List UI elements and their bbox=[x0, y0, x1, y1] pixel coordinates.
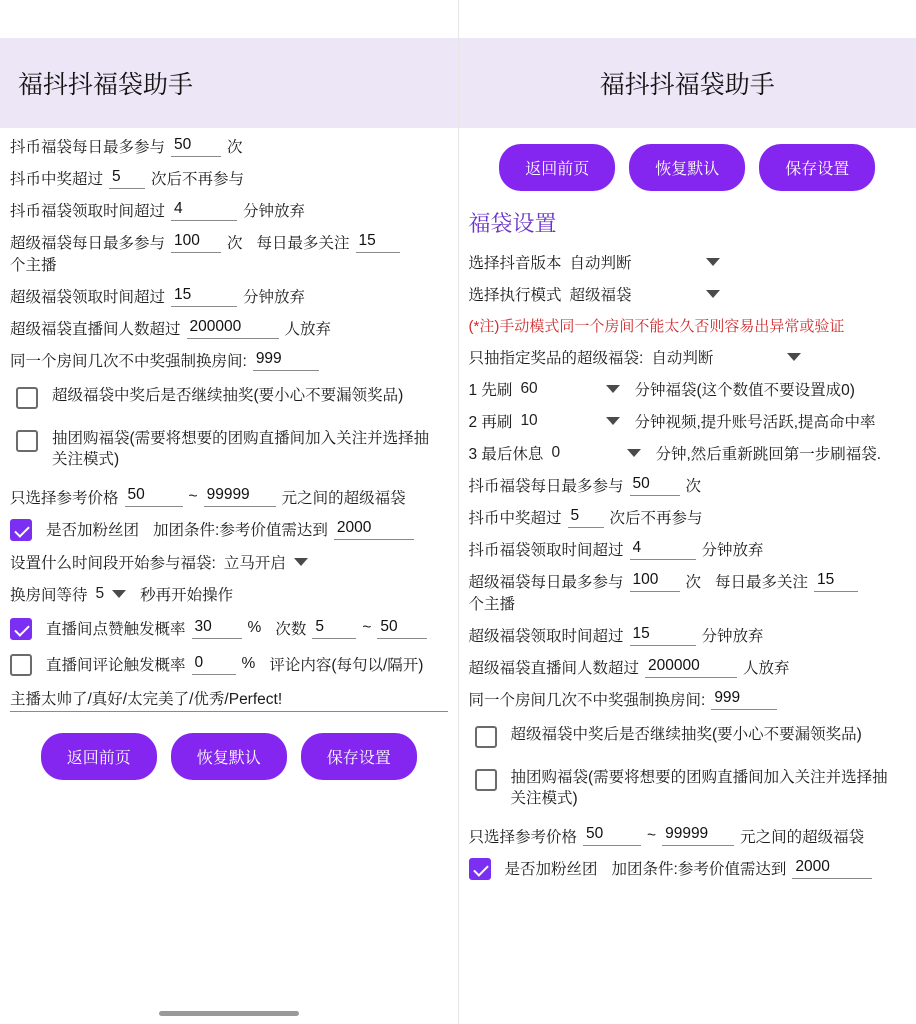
douyin-version-select[interactable] bbox=[570, 251, 720, 273]
super-room-label-right: 超级福袋直播间人数超过 bbox=[468, 660, 640, 677]
price-range-suffix-right: 元之间的超级福袋 bbox=[740, 828, 865, 846]
left-action-buttons bbox=[10, 719, 448, 790]
super-daily-row bbox=[10, 224, 448, 278]
time-start-value: 立马开启 bbox=[223, 554, 286, 572]
fanclub-cond-input[interactable] bbox=[334, 519, 414, 540]
like-times-min-input[interactable] bbox=[312, 618, 356, 639]
chevron-down-icon bbox=[706, 258, 720, 266]
save-button-right[interactable]: 保存设置 bbox=[759, 144, 875, 191]
step2-select[interactable] bbox=[520, 412, 620, 430]
switch-room-label: 同一个房间几次不中奖强制换房间: bbox=[10, 353, 247, 370]
super-follow-input-right[interactable] bbox=[814, 571, 858, 592]
coin-claim-suffix-right: 分钟放弃 bbox=[701, 542, 764, 559]
step2-label: 2 再刷 bbox=[468, 414, 513, 431]
time-start-label: 设置什么时间段开始参与福袋: bbox=[10, 554, 216, 572]
price-range-suffix: 元之间的超级福袋 bbox=[281, 489, 406, 507]
super-follow-input[interactable] bbox=[356, 232, 400, 253]
continue-draw-row[interactable] bbox=[10, 374, 448, 417]
restore-button-right[interactable]: 恢复默认 bbox=[629, 144, 745, 191]
price-range-row-right bbox=[469, 818, 907, 850]
comment-content-value[interactable]: 主播太帅了/真好/太完美了/优秀/Perfect! bbox=[10, 690, 283, 708]
super-room-row-right bbox=[469, 649, 907, 681]
continue-draw-label: 超级福袋中奖后是否继续抽奖(要小心不要漏领奖品) bbox=[52, 387, 404, 404]
super-daily-label: 超级福袋每日最多参与 bbox=[10, 235, 166, 252]
fanclub-checkbox-right[interactable] bbox=[469, 858, 491, 880]
coin-daily-label: 抖币福袋每日最多参与 bbox=[10, 139, 166, 156]
coin-daily-row-right bbox=[469, 467, 907, 499]
home-indicator bbox=[159, 1011, 299, 1016]
super-follow-suffix: 个主播 bbox=[10, 257, 57, 274]
fanclub-cond-label-right: 加团条件:参考价值需达到 bbox=[611, 861, 787, 879]
coin-claim-row bbox=[10, 192, 448, 224]
back-button-left[interactable]: 返回前页 bbox=[41, 733, 157, 780]
like-rate-input[interactable] bbox=[192, 618, 242, 639]
super-room-label: 超级福袋直播间人数超过 bbox=[10, 321, 181, 338]
coin-claim-input[interactable] bbox=[171, 200, 237, 221]
price-min-input[interactable] bbox=[125, 486, 183, 507]
step1-suffix: 分钟福袋(这个数值不要设置成0) bbox=[634, 382, 855, 399]
step3-row bbox=[469, 435, 907, 467]
coin-daily-input[interactable] bbox=[171, 136, 221, 157]
super-claim-label: 超级福袋领取时间超过 bbox=[10, 289, 166, 306]
chevron-down-icon bbox=[294, 558, 308, 566]
page-title-right: 福抖抖福袋助手 bbox=[599, 71, 775, 99]
douyin-version-value: 自动判断 bbox=[569, 255, 632, 272]
douyin-version-label: 选择抖音版本 bbox=[468, 255, 562, 272]
page-title-left: 福抖抖福袋助手 bbox=[18, 71, 194, 99]
super-follow-label: 每日最多关注 bbox=[256, 235, 350, 252]
chevron-down-icon bbox=[606, 385, 620, 393]
comment-checkbox[interactable] bbox=[10, 654, 32, 676]
exec-mode-value: 超级福袋 bbox=[569, 287, 632, 304]
coin-win-label-right: 抖币中奖超过 bbox=[468, 510, 562, 527]
step2-suffix: 分钟视频,提升账号活跃,提高命中率 bbox=[634, 414, 876, 431]
fanclub-row[interactable] bbox=[10, 511, 448, 544]
switch-wait-row bbox=[10, 576, 448, 608]
chevron-down-icon bbox=[606, 417, 620, 425]
switch-room-label-right: 同一个房间几次不中奖强制换房间: bbox=[468, 692, 706, 709]
switch-wait-label: 换房间等待 bbox=[10, 586, 88, 604]
coin-claim-label-right: 抖币福袋领取时间超过 bbox=[468, 542, 624, 559]
comment-rate-input[interactable] bbox=[192, 654, 236, 675]
group-buy-row-right[interactable] bbox=[469, 756, 907, 818]
comment-label: 直播间评论触发概率 bbox=[46, 657, 186, 675]
group-buy-label: 抽团购福袋(需要将想要的团购直播间加入关注并选择抽关注模式) bbox=[52, 430, 430, 468]
super-room-row bbox=[10, 310, 448, 342]
switch-wait-suffix: 秒再开始操作 bbox=[140, 586, 234, 604]
super-daily-mid: 次 bbox=[227, 235, 243, 252]
price-max-input-right[interactable] bbox=[662, 825, 734, 846]
comment-content-underline bbox=[10, 711, 448, 712]
comment-content-row bbox=[10, 680, 448, 719]
coin-daily-input-right[interactable] bbox=[630, 475, 680, 496]
super-daily-label-right: 超级福袋每日最多参与 bbox=[468, 574, 624, 591]
right-panel bbox=[459, 0, 916, 1024]
continue-draw-row-right[interactable] bbox=[469, 713, 907, 756]
price-tilde: ~ bbox=[188, 487, 198, 505]
step1-row bbox=[469, 371, 907, 403]
super-daily-mid-right: 次 bbox=[685, 574, 702, 591]
super-room-suffix-right: 人放弃 bbox=[743, 660, 790, 677]
right-action-buttons bbox=[469, 128, 907, 197]
left-content bbox=[0, 128, 458, 1014]
step3-select[interactable] bbox=[551, 444, 641, 462]
fanclub-checkbox[interactable] bbox=[10, 519, 32, 541]
switch-room-row-right bbox=[469, 681, 907, 713]
continue-draw-label-right: 超级福袋中奖后是否继续抽奖(要小心不要漏领奖品) bbox=[510, 726, 862, 743]
comment-content-label: 评论内容(每句以/隔开) bbox=[269, 657, 424, 675]
like-tilde: ~ bbox=[362, 619, 372, 637]
coin-daily-row bbox=[10, 128, 448, 160]
back-button-right[interactable]: 返回前页 bbox=[499, 144, 615, 191]
save-button-left[interactable]: 保存设置 bbox=[301, 733, 417, 780]
time-start-select[interactable] bbox=[224, 551, 308, 573]
chevron-down-icon bbox=[706, 290, 720, 298]
group-buy-checkbox-right[interactable] bbox=[475, 769, 497, 791]
like-row bbox=[10, 608, 448, 644]
restore-button-left[interactable]: 恢复默认 bbox=[171, 733, 287, 780]
coin-win-label: 抖币中奖超过 bbox=[10, 171, 104, 188]
right-header bbox=[459, 38, 916, 128]
like-times-label: 次数 bbox=[275, 621, 307, 639]
comment-pct: % bbox=[241, 655, 256, 673]
step3-suffix: 分钟,然后重新跳回第一步刷福袋. bbox=[655, 446, 882, 463]
super-claim-row bbox=[10, 278, 448, 310]
like-times-max-input[interactable] bbox=[377, 618, 427, 639]
super-daily-input-right[interactable] bbox=[630, 571, 680, 592]
chevron-down-icon bbox=[627, 449, 641, 457]
super-claim-input-right[interactable] bbox=[630, 625, 696, 646]
coin-claim-row-right bbox=[469, 531, 907, 563]
left-header bbox=[0, 38, 458, 128]
chevron-down-icon bbox=[787, 353, 801, 361]
coin-claim-label: 抖币福袋领取时间超过 bbox=[10, 203, 166, 220]
douyin-version-row bbox=[469, 244, 907, 276]
super-claim-row-right bbox=[469, 617, 907, 649]
step1-label: 1 先刷 bbox=[468, 382, 513, 399]
like-pct: % bbox=[247, 619, 262, 637]
price-range-row bbox=[10, 479, 448, 511]
coin-daily-suffix-right: 次 bbox=[685, 478, 702, 495]
switch-room-input[interactable] bbox=[253, 350, 319, 371]
step2-value: 10 bbox=[520, 412, 538, 429]
coin-win-input[interactable] bbox=[109, 168, 145, 189]
super-claim-label-right: 超级福袋领取时间超过 bbox=[468, 628, 624, 645]
fanclub-cond-label: 加团条件:参考价值需达到 bbox=[153, 522, 328, 540]
only-prize-label: 只抽指定奖品的超级福袋: bbox=[468, 350, 644, 367]
super-claim-suffix-right: 分钟放弃 bbox=[701, 628, 764, 645]
super-follow-label-right: 每日最多关注 bbox=[715, 574, 809, 591]
only-prize-value: 自动判断 bbox=[651, 350, 714, 367]
coin-claim-suffix: 分钟放弃 bbox=[243, 203, 306, 220]
step1-select[interactable] bbox=[520, 380, 620, 398]
fanclub-label: 是否加粉丝团 bbox=[46, 522, 140, 540]
coin-daily-label-right: 抖币福袋每日最多参与 bbox=[468, 478, 624, 495]
section-title: 福袋设置 bbox=[468, 211, 557, 236]
right-content bbox=[459, 128, 916, 1014]
price-range-label-right: 只选择参考价格 bbox=[468, 828, 578, 846]
price-tilde-right: ~ bbox=[647, 826, 657, 844]
like-checkbox[interactable] bbox=[10, 618, 32, 640]
super-room-input[interactable] bbox=[187, 318, 279, 339]
super-claim-suffix: 分钟放弃 bbox=[243, 289, 306, 306]
step3-value: 0 bbox=[551, 444, 561, 461]
price-min-input-right[interactable] bbox=[583, 825, 641, 846]
coin-win-suffix-right: 次后不再参与 bbox=[609, 510, 703, 527]
super-room-input-right[interactable] bbox=[645, 657, 737, 678]
coin-daily-suffix: 次 bbox=[227, 139, 243, 156]
exec-mode-row bbox=[469, 276, 907, 308]
super-room-suffix: 人放弃 bbox=[284, 321, 332, 338]
like-label: 直播间点赞触发概率 bbox=[46, 621, 186, 639]
step1-value: 60 bbox=[520, 380, 538, 397]
fanclub-row-right[interactable] bbox=[469, 850, 907, 883]
only-prize-row bbox=[469, 339, 907, 371]
group-buy-checkbox[interactable] bbox=[16, 430, 38, 452]
time-start-row bbox=[10, 544, 448, 576]
super-follow-suffix-right: 个主播 bbox=[468, 596, 516, 613]
continue-draw-checkbox-right[interactable] bbox=[475, 726, 497, 748]
continue-draw-checkbox[interactable] bbox=[16, 387, 38, 409]
switch-wait-value: 5 bbox=[95, 584, 105, 602]
coin-win-row-right bbox=[469, 499, 907, 531]
step2-row bbox=[469, 403, 907, 435]
fanclub-label-right: 是否加粉丝团 bbox=[504, 861, 598, 879]
only-prize-select[interactable] bbox=[651, 346, 801, 368]
chevron-down-icon bbox=[112, 590, 126, 598]
fanclub-cond-input-right[interactable] bbox=[792, 858, 872, 879]
switch-wait-select[interactable] bbox=[96, 585, 127, 603]
coin-claim-input-right[interactable] bbox=[630, 539, 696, 560]
group-buy-row[interactable] bbox=[10, 417, 448, 479]
coin-win-input-right[interactable] bbox=[568, 507, 604, 528]
exec-mode-label: 选择执行模式 bbox=[468, 287, 562, 304]
switch-room-input-right[interactable] bbox=[711, 689, 777, 710]
group-buy-label-right: 抽团购福袋(需要将想要的团购直播间加入关注并选择抽关注模式) bbox=[510, 769, 888, 807]
super-daily-row-right bbox=[469, 563, 907, 617]
step3-label: 3 最后休息 bbox=[468, 446, 544, 463]
switch-room-row bbox=[10, 342, 448, 374]
coin-win-row bbox=[10, 160, 448, 192]
super-claim-input[interactable] bbox=[171, 286, 237, 307]
coin-win-suffix: 次后不再参与 bbox=[151, 171, 245, 188]
comment-row bbox=[10, 644, 448, 680]
exec-mode-note: (*注)手动模式同一个房间不能太久否则容易出异常或验证 bbox=[468, 318, 845, 335]
price-max-input[interactable] bbox=[204, 486, 276, 507]
price-range-label: 只选择参考价格 bbox=[10, 489, 119, 507]
super-daily-input[interactable] bbox=[171, 232, 221, 253]
exec-mode-select[interactable] bbox=[570, 283, 720, 305]
